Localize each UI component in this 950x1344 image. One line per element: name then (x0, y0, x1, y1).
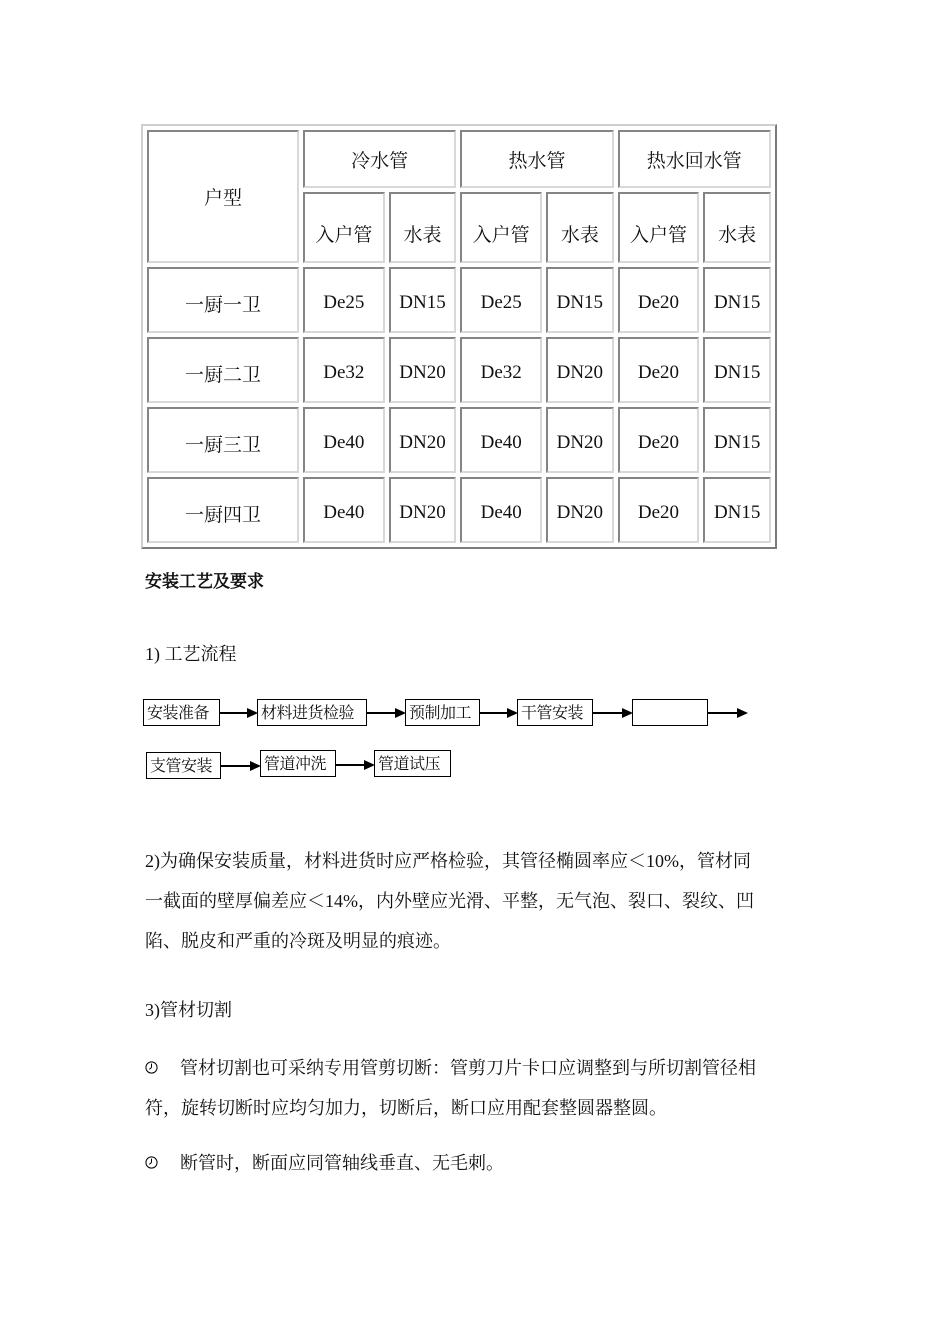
table-cell: De20 (618, 337, 700, 403)
flow-arrow (220, 712, 256, 714)
table-header-row (147, 130, 771, 188)
para-line: 一截面的壁厚偏差应＜14%，内外壁应光滑、平整，无气泡、裂口、裂纹、凹 (145, 891, 754, 911)
table-cell: DN15 (546, 267, 614, 333)
flow-step-main-pipe: 干管安装 (517, 699, 593, 726)
flow-step-prepare: 安装准备 (143, 699, 220, 726)
subheader-cell: 入户管 (303, 192, 385, 263)
table-cell: De25 (460, 267, 542, 333)
flow-title: 1) 工艺流程 (145, 644, 237, 664)
flow-arrow (593, 712, 631, 714)
subheader-cell: 水表 (703, 192, 771, 263)
flow-arrow (708, 712, 746, 714)
header-hot-water: 热水管 (460, 130, 613, 188)
table-cell: De32 (303, 337, 385, 403)
bullet-line: 符，旋转切断时应均匀加力，切断后，断口应用配套整圆器整圆。 (145, 1098, 667, 1118)
subheader-cell: 水表 (546, 192, 614, 263)
flow-step-branch-pipe: 支管安装 (146, 752, 221, 779)
bullet-item (145, 1143, 800, 1183)
table-cell: DN15 (703, 407, 771, 473)
bullet-line: 断管时，断面应同管轴线垂直、无毛刺。 (180, 1153, 504, 1173)
subheader-cell: 入户管 (460, 192, 542, 263)
pipe-spec-table (141, 124, 777, 549)
subheader-cell: 入户管 (618, 192, 700, 263)
flow-step-blank (632, 699, 708, 726)
table-cell: DN15 (703, 477, 771, 543)
para-quality (145, 841, 800, 961)
clock-icon (145, 1061, 158, 1074)
table-cell: DN20 (389, 407, 457, 473)
table-cell: De40 (460, 477, 542, 543)
flow-arrow (367, 712, 404, 714)
table-cell: De20 (618, 407, 700, 473)
para-cutting-title: 3)管材切割 (145, 1000, 232, 1020)
table-row (147, 407, 771, 473)
header-hot-return: 热水回水管 (618, 130, 771, 188)
flow-step-flush: 管道冲洗 (260, 750, 336, 777)
table-row (147, 337, 771, 403)
row-type: 一厨二卫 (147, 337, 299, 403)
bullet-item (145, 1048, 800, 1128)
flow-step-prefab: 预制加工 (405, 699, 480, 726)
row-type: 一厨一卫 (147, 267, 299, 333)
table-cell: DN15 (389, 267, 457, 333)
table-cell: De20 (618, 267, 700, 333)
table-cell: De32 (460, 337, 542, 403)
table-cell: DN20 (546, 477, 614, 543)
table-cell: De40 (460, 407, 542, 473)
table-row (147, 477, 771, 543)
flow-arrow (480, 712, 516, 714)
table-cell: DN15 (703, 267, 771, 333)
table-row (147, 267, 771, 333)
table-cell: De25 (303, 267, 385, 333)
header-cold-water: 冷水管 (303, 130, 456, 188)
table-cell: De20 (618, 477, 700, 543)
subheader-cell: 水表 (389, 192, 457, 263)
flow-arrow (221, 765, 259, 767)
bullet-line: 管材切割也可采纳专用管剪切断：管剪刀片卡口应调整到与所切割管径相 (180, 1058, 756, 1078)
clock-icon (145, 1156, 158, 1169)
table-cell: DN20 (389, 477, 457, 543)
para-line: 2)为确保安装质量，材料进货时应严格检验，其管径椭圆率应＜10%，管材同 (145, 851, 751, 871)
section-title: 安装工艺及要求 (145, 572, 264, 591)
table-cell: DN20 (546, 337, 614, 403)
para-line: 陷、脱皮和严重的冷斑及明显的痕迹。 (145, 931, 451, 951)
table-cell: De40 (303, 477, 385, 543)
table-cell: DN20 (546, 407, 614, 473)
header-type: 户型 (147, 130, 299, 263)
table-cell: DN20 (389, 337, 457, 403)
flow-step-pressure-test: 管道试压 (374, 750, 451, 777)
row-type: 一厨三卫 (147, 407, 299, 473)
flow-step-inspection: 材料进货检验 (257, 699, 367, 726)
table-cell: De40 (303, 407, 385, 473)
flow-arrow (336, 764, 373, 766)
table-cell: DN15 (703, 337, 771, 403)
row-type: 一厨四卫 (147, 477, 299, 543)
